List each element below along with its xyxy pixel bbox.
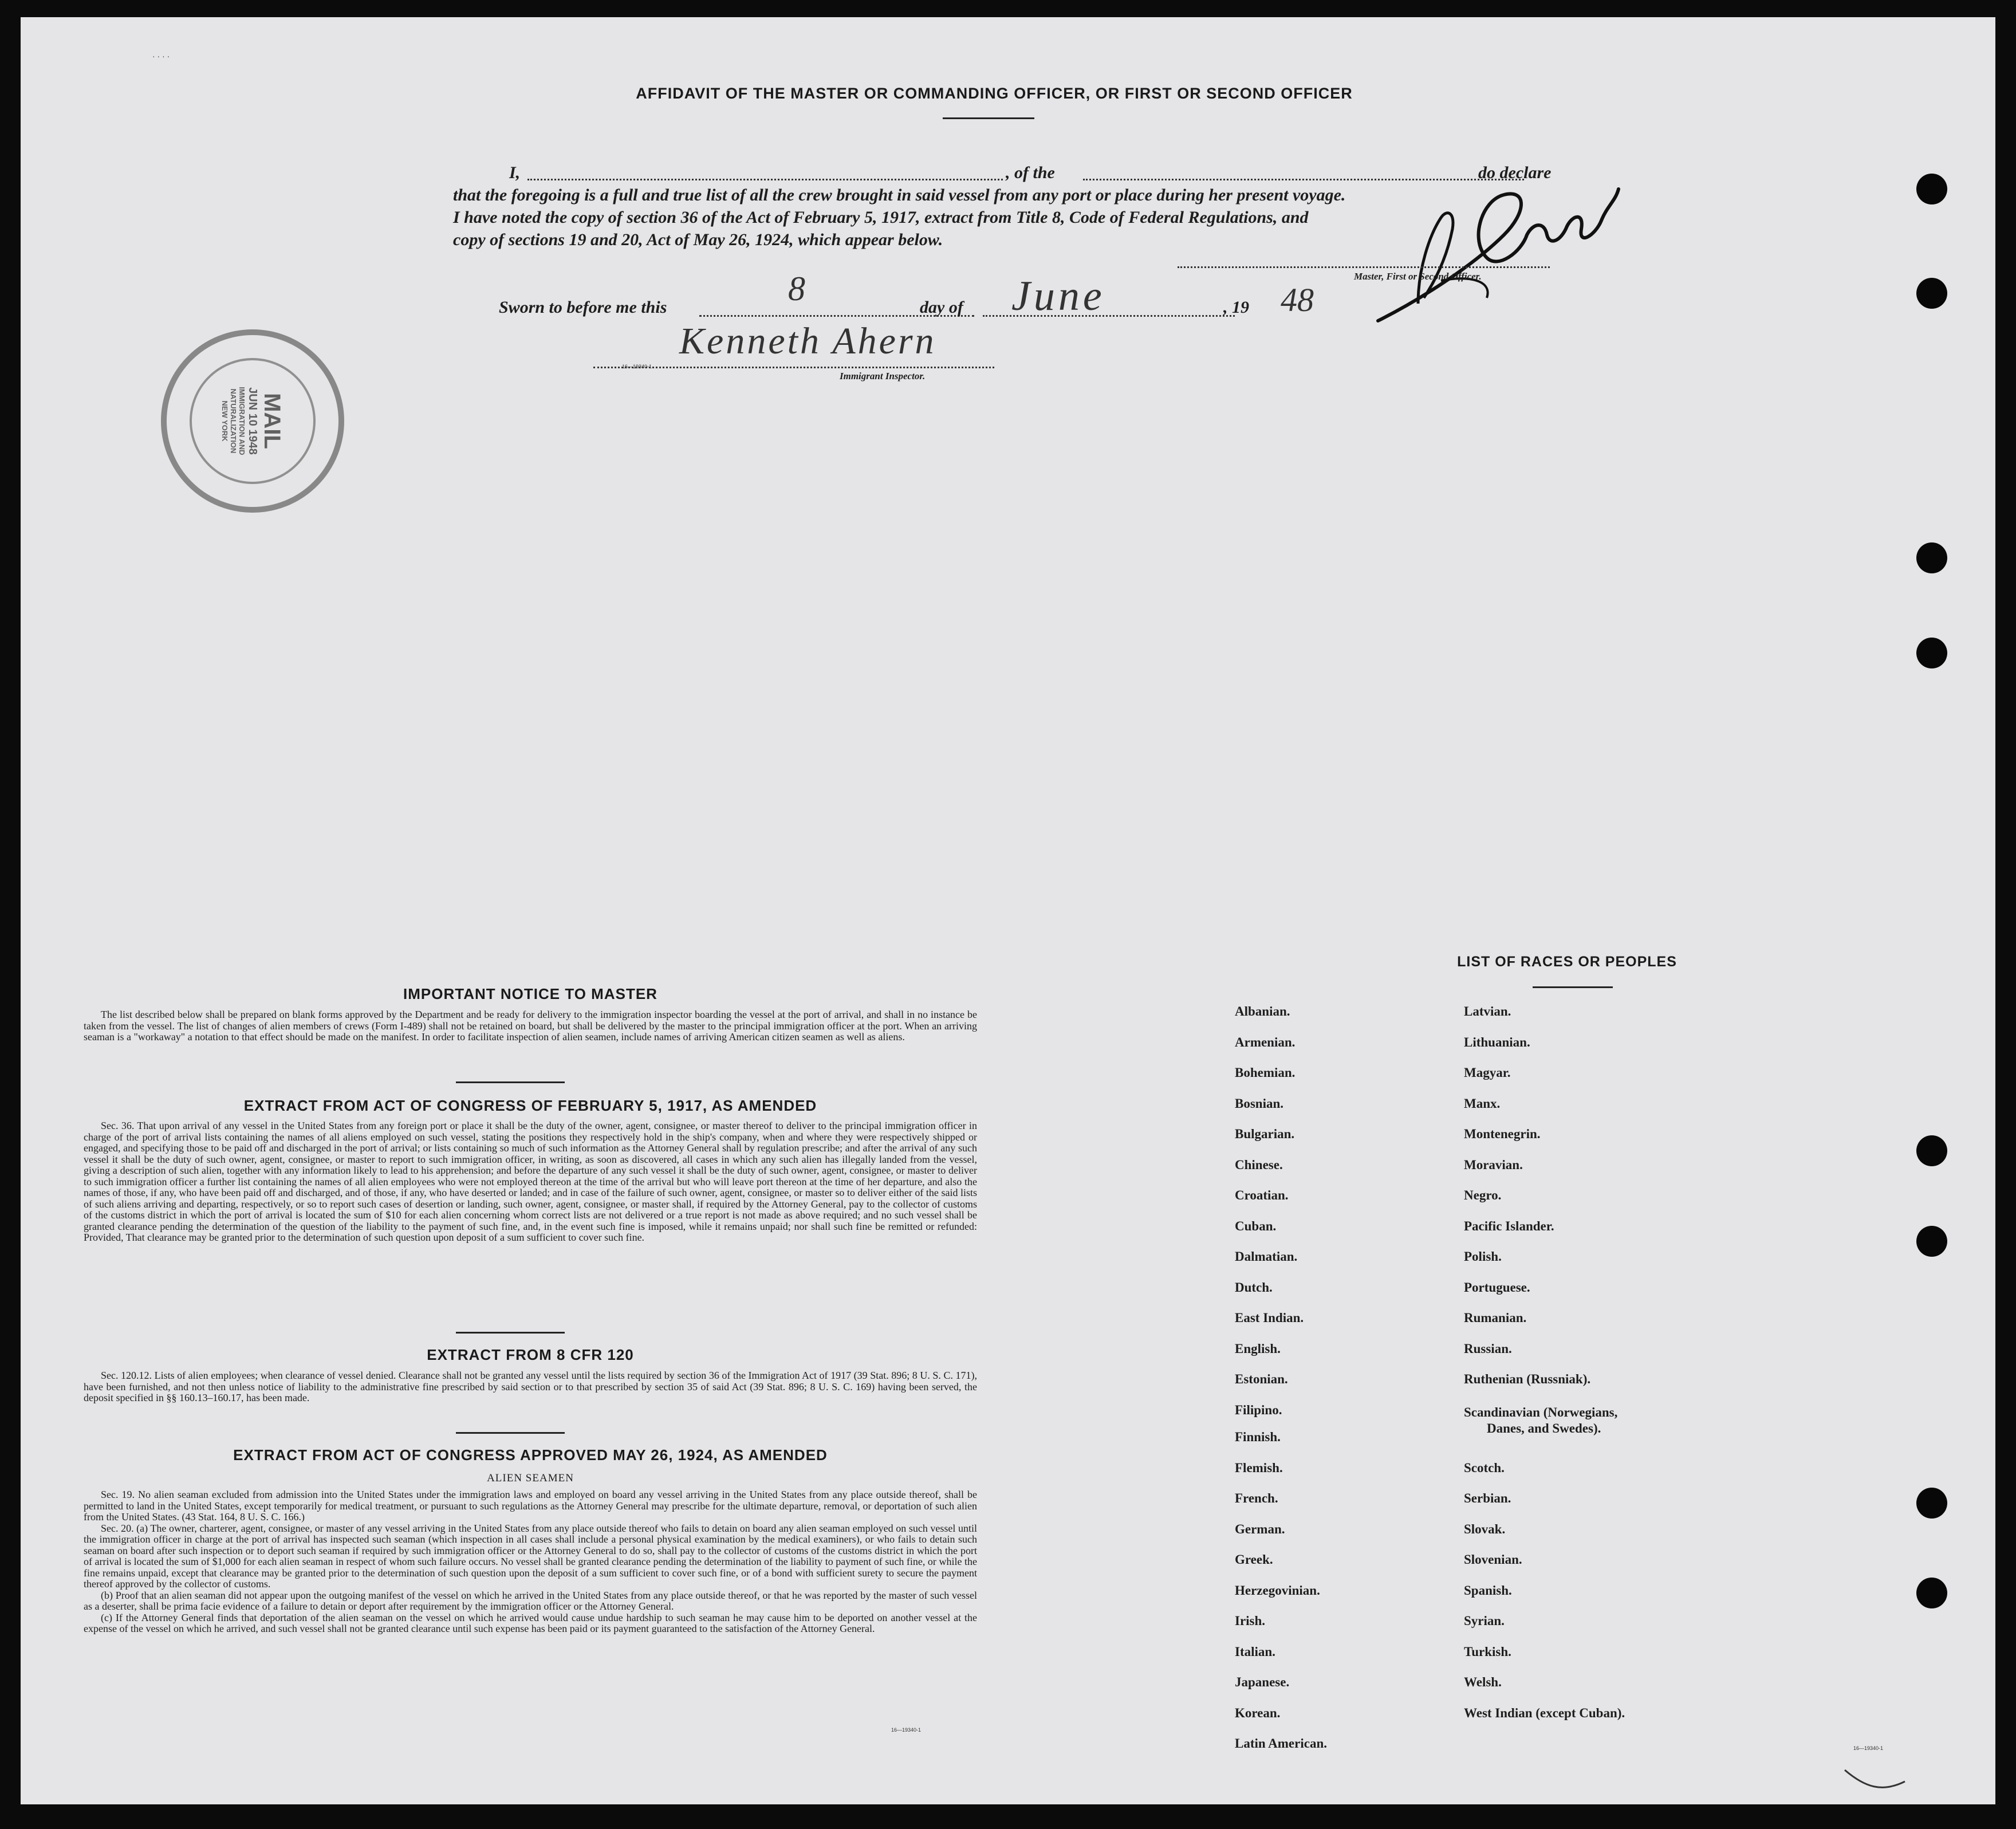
punch-hole <box>1916 1135 1947 1166</box>
notice-title: IMPORTANT NOTICE TO MASTER <box>403 985 657 1002</box>
race-item: Estonian. <box>1235 1372 1288 1386</box>
race-item: Chinese. <box>1235 1157 1283 1172</box>
document-page <box>21 17 1995 1804</box>
race-item: Dutch. <box>1235 1280 1273 1295</box>
race-item: English. <box>1235 1341 1281 1356</box>
race-item: Magyar. <box>1464 1065 1511 1080</box>
sworn-year: 48 <box>1281 281 1314 318</box>
name-field-line <box>527 179 1003 180</box>
declaration-line-3: I have noted the copy of section 36 of the Act of February 5, 1917, extract from Title 8, Code of Federal Regulations, and <box>453 208 1309 227</box>
race-item: Portuguese. <box>1464 1280 1530 1295</box>
race-item: Welsh. <box>1464 1675 1502 1689</box>
race-item: Slovak. <box>1464 1521 1506 1536</box>
race-item: Herzegovinian. <box>1235 1583 1320 1598</box>
race-item: Moravian. <box>1464 1157 1523 1172</box>
alien-seamen-subtitle: ALIEN SEAMEN <box>487 1472 574 1484</box>
race-item: Armenian. <box>1235 1035 1296 1049</box>
race-item: East Indian. <box>1235 1311 1304 1325</box>
section-rule <box>456 1081 565 1083</box>
extract-cfr-paragraph: Sec. 120.12. Lists of alien employees; when clearance of vessel denied. Clearance shall not be granted any vessel until the lists required by section 36 of the Immigration Act of 1917 (39 Stat. 896; 8 U. S. C. 171), have been furnished, and not then unless notice of liability to the administrative fine prescribed by said section or to that prescribed by section 35 of said Act (39 Stat. 896; 8 U. S. C. 169) having been served, the deposit specified in §§ 160.13–160.17, has been made. <box>84 1370 977 1403</box>
race-item: Polish. <box>1464 1249 1502 1264</box>
race-item: Scandinavian (Norwegians, <box>1464 1405 1618 1419</box>
race-item: Cuban. <box>1235 1218 1277 1233</box>
punch-hole <box>1916 1578 1947 1608</box>
sworn-day-of: day of <box>920 298 963 317</box>
extract-1924-title: EXTRACT FROM ACT OF CONGRESS APPROVED MAY 26, 1924, AS AMENDED <box>233 1446 828 1464</box>
race-item: Croatian. <box>1235 1188 1289 1202</box>
section-rule <box>456 1332 565 1334</box>
form-number-right: 16—19340-1 <box>1853 1745 1884 1751</box>
extract-1924-text <box>84 1489 977 1635</box>
race-item: Irish. <box>1235 1614 1266 1628</box>
race-item: Negro. <box>1464 1188 1502 1202</box>
race-item: Italian. <box>1235 1644 1275 1659</box>
stamp-line-4: NATURALIZATION <box>229 388 238 454</box>
notice-text <box>84 1009 977 1043</box>
sec-20c-paragraph: (c) If the Attorney General finds that deportation of the alien seaman on the vessel on which he arrived would cause undue hardship to such seaman he may cause him to be deported on another vessel at the expense of the vessel on which he arrived, and such vessel shall not be granted clearance until such expense has been paid or its payment guaranteed to the satisfaction of the Attorney General. <box>84 1611 977 1634</box>
notice-paragraph: The list described below shall be prepared on blank forms approved by the Department and be ready for delivery to the immigration inspector boarding the vessel at the port of arrival, and shall in no instance be taken from the vessel. The list of changes of alien members of crews (Form I-489) shall not be retained on board, but shall be delivered by the master to the principal immigration officer at the port. When an arriving seaman is a "workaway" a notation to that effect should be made on the manifest. In order to facilitate inspection of alien seamen, include names of arriving American citizen seamen as well as aliens. <box>84 1009 977 1043</box>
race-item: Bosnian. <box>1235 1096 1284 1111</box>
inspector-label: Immigrant Inspector. <box>840 371 926 381</box>
race-item: Latin American. <box>1235 1736 1327 1751</box>
race-item: Flemish. <box>1235 1460 1283 1475</box>
declaration-do-declare: do declare <box>1478 163 1552 182</box>
sec-19-paragraph: Sec. 19. No alien seaman excluded from admission into the United States under the immigration laws and employed on board any vessel arriving in the United States from any place outside thereof, shall be permitted to land in the United States, except temporarily for medical treatment, or pursuant to such regulations as the Attorney General may prescribe for the ultimate departure, removal, or deportation of such alien from the United States. (43 Stat. 164, 8 U. S. C. 166.) <box>84 1489 977 1523</box>
affidavit-title: AFFIDAVIT OF THE MASTER OR COMMANDING OFFICER, OR FIRST OR SECOND OFFICER <box>636 85 1353 102</box>
race-item: Slovenian. <box>1464 1552 1522 1567</box>
race-item: Danes, and Swedes). <box>1487 1421 1601 1435</box>
punch-hole <box>1916 1488 1947 1519</box>
stamp-date: JUN 10 1948 <box>246 387 259 455</box>
corner-scribble <box>1842 1764 1911 1799</box>
race-item: Pacific Islander. <box>1464 1218 1554 1233</box>
extract-1917-paragraph: Sec. 36. That upon arrival of any vessel in the United States from any foreign port or place it shall be the duty of the owner, agent, consignee, or master thereof to deliver to the principal immigration officer in charge of the port of arrival lists containing the names of all aliens employed on such vessel, stating the positions they respectively hold in the ship's company, when and where they were respectively shipped or engaged, and specifying those to be paid off and discharged in the port of arrival; or lists containing so much of such information as the Attorney General shall by regulation prescribe; and after the arrival of any such vessel it shall be the duty of such owner, agent, consignee, or master to report to such immigration officer, in writing, as soon as discovered, all cases in which any such alien has illegally landed from the vessel, giving a description of such alien, together with any information likely to lead to his apprehension; and before the departure of any such vessel it shall be the duty of such owner, agent, consignee, or master to deliver to such immigration officer a further list containing the names of all alien employees who were not employed thereon at the time of the arrival but who will leave port thereon at the time of her departure, and also the names of those, if any, who have been paid off and discharged, and of those, if any, who have deserted or landed; and in case of the failure of such owner, agent, consignee, or master so to deliver either of the said lists of such aliens arriving and departing, respectively, or so to report such cases of desertion or landing, such owner, agent, consignee, or master shall, if required by the Attorney General, pay to the collector of customs of the customs district in which the port of arrival is located the sum of $10 for each alien concerning whom correct lists are not delivered or a true report is not made as above required; and no such vessel shall be granted clearance pending the determination of the question of the liability to the payment of such fine, and, in the event such fine is imposed, while it remains unpaid; nor shall such fine be remitted or refunded: Provided, That clearance may be granted prior to the determination of such question upon deposit of a sum sufficient to cover such fine. <box>84 1120 977 1243</box>
race-item: Dalmatian. <box>1235 1249 1298 1264</box>
race-item: Latvian. <box>1464 1004 1511 1018</box>
race-item: Montenegrin. <box>1464 1127 1541 1141</box>
race-item: Filipino. <box>1235 1402 1282 1417</box>
race-item: French. <box>1235 1491 1278 1505</box>
extract-cfr-text <box>84 1370 977 1404</box>
race-item: Syrian. <box>1464 1614 1505 1628</box>
stamp-line-5: NEW YORK <box>220 400 230 442</box>
master-signature-line <box>1178 266 1550 268</box>
stamp-line-3: IMMIGRATION AND <box>237 387 246 455</box>
section-rule <box>456 1432 565 1434</box>
race-item: German. <box>1235 1521 1285 1536</box>
declaration-of-the: , of the <box>1006 163 1055 182</box>
declaration-line-4: copy of sections 19 and 20, Act of May 26, 1924, which appear below. <box>453 230 943 249</box>
race-item: Turkish. <box>1464 1644 1511 1659</box>
race-item: Lithuanian. <box>1464 1035 1530 1049</box>
races-title: LIST OF RACES OR PEOPLES <box>1457 954 1677 970</box>
inspector-signature: Kenneth Ahern <box>679 320 936 362</box>
declaration-line-2: that the foregoing is a full and true list of all the crew brought in said vessel from any port or place during her present voyage. <box>453 186 1346 204</box>
punch-hole <box>1916 278 1947 309</box>
extract-1917-title: EXTRACT FROM ACT OF CONGRESS OF FEBRUARY 5, 1917, AS AMENDED <box>243 1097 817 1114</box>
race-item: Spanish. <box>1464 1583 1512 1598</box>
race-item: Finnish. <box>1235 1430 1281 1444</box>
form-number-top: 16—19340-1 <box>622 364 652 369</box>
sworn-year-prefix: , 19 <box>1223 298 1249 317</box>
race-item: Greek. <box>1235 1552 1273 1567</box>
sec-20a-paragraph: Sec. 20. (a) The owner, charterer, agent, consignee, or master of any vessel arriving in the United States from any place outside thereof who fails to detain on board any alien seaman employed on such vessel until the immigration officer in charge at the port of arrival has inspected such seaman (which inspection in all cases shall include a personal physical examination by the medical examiners), or who fails to detain such seaman on board after such inspection or to deport such seaman if required by such immigration officer or the Attorney General to do so, shall pay to the collector of customs of the customs district in which the port of arrival is located the sum of $1,000 for each alien seaman in respect of whom such failure occurs. No vessel shall be granted clearance pending the determination of the liability to payment of such fine, or while the fine remains unpaid, except that clearance may be granted prior to the determination of such question upon the deposit of a sum sufficient to cover such fine, or of a bond with sufficient surety to secure the payment thereof approved by the collector of customs. <box>84 1522 977 1590</box>
sworn-month: June <box>1011 273 1105 320</box>
race-item: Albanian. <box>1235 1004 1290 1018</box>
race-item: Serbian. <box>1464 1491 1511 1505</box>
extract-1917-text <box>84 1120 977 1244</box>
extract-cfr-title: EXTRACT FROM 8 CFR 120 <box>427 1346 634 1363</box>
sworn-text: Sworn to before me this <box>499 298 667 317</box>
mail-stamp <box>161 329 344 513</box>
inspector-signature-line <box>593 367 994 368</box>
declaration-i: I, <box>509 163 521 182</box>
form-number-left: 16—19340-1 <box>891 1727 922 1733</box>
title-rule <box>943 117 1034 119</box>
punch-hole <box>1916 174 1947 204</box>
stamp-mail: MAIL <box>259 393 285 449</box>
race-item: Bohemian. <box>1235 1065 1296 1080</box>
race-item: Manx. <box>1464 1096 1501 1111</box>
race-item: Korean. <box>1235 1705 1281 1720</box>
race-item: West Indian (except Cuban). <box>1464 1705 1625 1720</box>
master-label: Master, First or Second Officer. <box>1354 271 1482 282</box>
master-signature <box>1355 166 1624 332</box>
race-item: Russian. <box>1464 1341 1512 1356</box>
races-rule <box>1533 986 1613 988</box>
punch-hole <box>1916 1226 1947 1257</box>
sworn-day: 8 <box>788 270 805 308</box>
race-item: Scotch. <box>1464 1460 1505 1475</box>
race-item: Rumanian. <box>1464 1311 1527 1325</box>
punch-hole <box>1916 638 1947 668</box>
declaration-line-1 <box>509 162 520 184</box>
race-item: Bulgarian. <box>1235 1127 1295 1141</box>
sec-20b-paragraph: (b) Proof that an alien seaman did not appear upon the outgoing manifest of the vessel on which he arrived in the United States from any place outside thereof, or that he was reported by the master of such vessel as a deserter, shall be prima facie evidence of a failure to detain or deport after requirement by the immigration officer or the Attorney General. <box>84 1589 977 1612</box>
corner-mark: · · · · <box>152 52 170 61</box>
mail-stamp-text <box>167 335 338 507</box>
punch-hole <box>1916 542 1947 573</box>
race-item: Japanese. <box>1235 1675 1290 1689</box>
race-item: Ruthenian (Russniak). <box>1464 1372 1591 1386</box>
